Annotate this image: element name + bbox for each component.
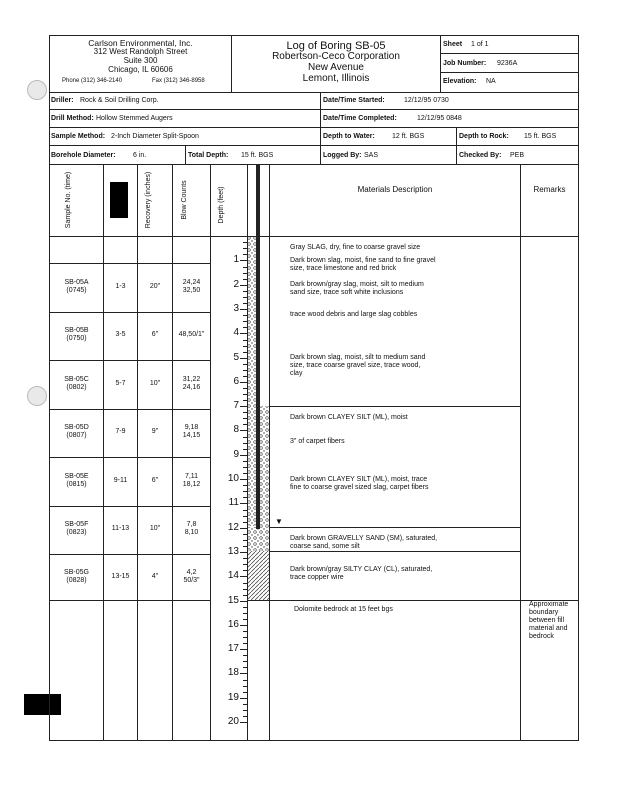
date-completed-label: Date/Time Completed: xyxy=(323,115,397,122)
depth-label: 19 xyxy=(227,692,239,703)
material-desc-line: coarse sand, some silt xyxy=(290,543,360,550)
sample-recovery: 6" xyxy=(151,331,159,338)
depth-label: 5 xyxy=(233,352,239,363)
recovery-header: Recovery (inches) xyxy=(145,171,152,229)
depth-label: 17 xyxy=(227,643,239,654)
depth-minor-tick xyxy=(243,680,247,681)
sample-blow-counts: 4,2 xyxy=(186,569,197,576)
depth-label: 6 xyxy=(233,376,239,387)
elevation-label: Elevation: xyxy=(443,78,477,85)
depth-label: 9 xyxy=(233,449,239,460)
material-desc-line: Dark brown/gray slag, moist, silt to medium xyxy=(290,281,424,288)
binder-hole-top xyxy=(27,80,47,100)
depth-label: 1 xyxy=(233,254,239,265)
water-level-icon: ▼ xyxy=(275,517,283,526)
sample-interval: 13-15 xyxy=(111,573,130,580)
redaction-mark-bottom xyxy=(24,694,61,715)
depth-tick xyxy=(240,673,247,674)
depth-minor-tick xyxy=(243,655,247,656)
remark-line: between fill xyxy=(529,617,565,624)
clayey-silt-symbol xyxy=(260,406,269,527)
sample-time: (0802) xyxy=(66,384,87,391)
depth-label: 13 xyxy=(227,546,239,557)
project-city: Lemont, Illinois xyxy=(302,73,370,84)
sample-no-header: Sample No. (time) xyxy=(65,171,72,229)
depth-label: 15 xyxy=(227,595,239,606)
materials-description-header: Materials Description xyxy=(357,185,433,194)
sample-recovery: 10" xyxy=(149,380,161,387)
total-depth-value: 15 ft. BGS xyxy=(241,152,274,159)
log-title: Log of Boring SB-05 xyxy=(286,40,386,52)
depth-minor-tick xyxy=(243,667,247,668)
depth-tick xyxy=(240,406,247,407)
material-desc-line: size, trace coarse gravel size, trace wood, xyxy=(290,362,421,369)
material-desc-line: Dark brown/gray SILTY CLAY (CL), saturated, xyxy=(290,566,433,573)
depth-label: 4 xyxy=(233,327,239,338)
date-started-value: 12/12/95 0730 xyxy=(404,97,449,104)
remark-line: bedrock xyxy=(529,633,554,640)
company-city: Chicago, IL 60606 xyxy=(108,65,173,74)
depth-label: 20 xyxy=(227,716,239,727)
depth-header: Depth (feet) xyxy=(218,186,225,224)
sheet-label: Sheet xyxy=(443,41,463,48)
redacted-column-header xyxy=(110,182,128,218)
depth-minor-tick xyxy=(243,710,247,711)
depth-label: 12 xyxy=(227,522,239,533)
depth-tick xyxy=(240,528,247,529)
depth-minor-tick xyxy=(243,716,247,717)
drill-method-label: Drill Method: xyxy=(51,115,94,122)
project-client: Robertson-Ceco Corporation xyxy=(272,51,400,62)
material-desc-line: sand size, trace soft white inclusions xyxy=(290,289,404,296)
company-street: 312 West Randolph Street xyxy=(93,47,188,56)
sample-interval: 1-3 xyxy=(115,283,126,290)
sample-id: SB-05C xyxy=(64,376,89,383)
checked-by-value: PEB xyxy=(510,152,525,159)
depth-label: 10 xyxy=(227,473,239,484)
depth-tick xyxy=(240,722,247,723)
material-desc-line: Dark brown CLAYEY SILT (ML), moist, trace xyxy=(290,476,428,483)
blow-counts-header: Blow Counts xyxy=(181,180,188,220)
gravelly-sand-symbol xyxy=(248,527,269,551)
sample-id: SB-05F xyxy=(64,521,89,528)
depth-label: 3 xyxy=(233,303,239,314)
logged-by-label: Logged By: xyxy=(323,152,362,159)
depth-label: 7 xyxy=(233,400,239,411)
sample-interval: 5-7 xyxy=(115,380,126,387)
depth-tick xyxy=(240,552,247,553)
depth-minor-tick xyxy=(243,686,247,687)
material-desc-line: Gray SLAG, dry, fine to coarse gravel size xyxy=(290,244,421,251)
sample-blow-counts: 31,22 xyxy=(182,376,201,383)
sample-blow-counts: 9,18 xyxy=(184,424,199,431)
material-desc-line: 3" of carpet fibers xyxy=(290,438,345,445)
depth-tick xyxy=(240,649,247,650)
depth-tick xyxy=(240,601,247,602)
checked-by-label: Checked By: xyxy=(459,152,502,159)
sample-blow-counts: 50/3" xyxy=(183,577,200,584)
company-suite: Suite 300 xyxy=(123,56,158,65)
company-phone: Phone (312) 346-2140 xyxy=(62,78,123,84)
drill-method-value: Hollow Stemmed Augers xyxy=(96,115,173,122)
sample-method-label: Sample Method: xyxy=(51,133,106,140)
total-depth-label: Total Depth: xyxy=(188,152,229,159)
depth-tick xyxy=(240,285,247,286)
sample-time: (0745) xyxy=(66,287,87,294)
material-desc-line: Dark brown slag, moist, silt to medium sand xyxy=(290,354,426,361)
sample-id: SB-05B xyxy=(64,327,89,334)
depth-label: 16 xyxy=(227,619,239,630)
depth-minor-tick xyxy=(243,631,247,632)
sample-time: (0815) xyxy=(66,481,87,488)
material-desc-line: Dolomite bedrock at 15 feet bgs xyxy=(294,606,393,613)
sample-recovery: 20" xyxy=(149,283,161,290)
depth-tick xyxy=(240,503,247,504)
company-name: Carlson Environmental, Inc. xyxy=(88,38,193,48)
job-number-label: Job Number: xyxy=(443,60,487,67)
sample-method-value: 2-Inch Diameter Split-Spoon xyxy=(111,133,199,140)
fill-material-symbol xyxy=(248,236,256,526)
depth-label: 11 xyxy=(228,497,239,508)
depth-tick xyxy=(240,382,247,383)
sample-id: SB-05G xyxy=(64,569,89,576)
material-desc-line: Dark brown GRAVELLY SAND (SM), saturated, xyxy=(290,535,438,542)
material-desc-line: Dark brown slag, moist, fine sand to fine gravel xyxy=(290,257,436,264)
silty-clay-symbol xyxy=(248,551,269,600)
project-street: New Avenue xyxy=(308,62,364,73)
material-desc-line: clay xyxy=(290,370,303,377)
depth-minor-tick xyxy=(243,607,247,608)
sample-interval: 9-11 xyxy=(113,477,128,484)
depth-minor-tick xyxy=(243,619,247,620)
depth-label: 18 xyxy=(227,667,239,678)
depth-tick xyxy=(240,358,247,359)
casing-bar xyxy=(256,164,260,529)
sample-id: SB-05D xyxy=(64,424,89,431)
depth-tick xyxy=(240,260,247,261)
sample-recovery: 9" xyxy=(151,428,159,435)
depth-tick xyxy=(240,576,247,577)
sheet-value: 1 of 1 xyxy=(471,41,489,48)
depth-tick xyxy=(240,625,247,626)
sample-time: (0750) xyxy=(66,335,87,342)
material-desc-line: fine to coarse gravel sized slag, carpet fibers xyxy=(290,484,429,491)
sample-blow-counts: 14,15 xyxy=(182,432,201,439)
depth-tick xyxy=(240,430,247,431)
remarks-header: Remarks xyxy=(533,185,566,194)
sample-blow-counts: 32,50 xyxy=(182,287,201,294)
boring-column-graphic xyxy=(247,164,270,604)
binder-hole-bottom xyxy=(27,386,47,406)
depth-to-water-label: Depth to Water: xyxy=(323,133,375,140)
depth-tick xyxy=(240,479,247,480)
sample-id: SB-05E xyxy=(64,473,89,480)
depth-to-rock-label: Depth to Rock: xyxy=(459,133,509,140)
depth-minor-tick xyxy=(243,613,247,614)
sample-blow-counts: 7,8 xyxy=(186,521,197,528)
sample-blow-counts: 24,16 xyxy=(182,384,201,391)
sample-recovery: 10" xyxy=(149,525,161,532)
sample-time: (0807) xyxy=(66,432,87,439)
remark-line: boundary xyxy=(529,609,559,616)
material-desc-line: trace wood debris and large slag cobbles xyxy=(290,311,418,318)
sample-time: (0823) xyxy=(66,529,87,536)
date-completed-value: 12/12/95 0848 xyxy=(417,115,462,122)
borehole-diameter-value: 6 in. xyxy=(133,152,147,159)
sample-blow-counts: 7,11 xyxy=(184,473,199,480)
depth-minor-tick xyxy=(243,643,247,644)
remark-line: Approximate xyxy=(529,601,569,608)
material-desc-line: size, trace limestone and red brick xyxy=(290,265,397,272)
company-fax: Fax (312) 346-8958 xyxy=(152,78,205,84)
depth-tick xyxy=(240,455,247,456)
sample-interval: 11-13 xyxy=(111,525,130,532)
sample-recovery: 4" xyxy=(151,573,159,580)
frame-bottom xyxy=(49,740,579,741)
depth-minor-tick xyxy=(243,704,247,705)
frame-top xyxy=(49,35,579,36)
material-desc-line: trace copper wire xyxy=(290,574,344,581)
sample-blow-counts: 48,50/1" xyxy=(178,331,205,338)
borehole-diameter-label: Borehole Diameter: xyxy=(51,152,116,159)
frame-right xyxy=(578,35,579,741)
depth-tick xyxy=(240,309,247,310)
job-number-value: 9236A xyxy=(497,60,518,67)
depth-tick xyxy=(240,698,247,699)
logged-by-value: SAS xyxy=(364,152,379,159)
sample-blow-counts: 18,12 xyxy=(182,481,201,488)
depth-tick xyxy=(240,333,247,334)
elevation-value: NA xyxy=(486,78,496,85)
sample-interval: 7-9 xyxy=(115,428,126,435)
depth-to-water-value: 12 ft. BGS xyxy=(392,133,425,140)
material-desc-line: Dark brown CLAYEY SILT (ML), moist xyxy=(290,414,408,421)
sample-recovery: 6" xyxy=(151,477,159,484)
depth-label: 8 xyxy=(233,424,239,435)
depth-label: 14 xyxy=(227,570,239,581)
depth-label: 2 xyxy=(233,279,239,290)
sample-interval: 3-5 xyxy=(115,331,126,338)
depth-minor-tick xyxy=(243,637,247,638)
driller-value: Rock & Soil Drilling Corp. xyxy=(80,97,159,104)
sample-blow-counts: 8,10 xyxy=(184,529,199,536)
depth-minor-tick xyxy=(243,692,247,693)
depth-to-rock-value: 15 ft. BGS xyxy=(524,133,557,140)
sample-id: SB-05A xyxy=(64,279,89,286)
date-started-label: Date/Time Started: xyxy=(323,97,385,104)
sample-time: (0828) xyxy=(66,577,87,584)
remark-line: material and xyxy=(529,625,568,632)
sample-blow-counts: 24,24 xyxy=(182,279,201,286)
depth-minor-tick xyxy=(243,661,247,662)
driller-label: Driller: xyxy=(51,97,74,104)
